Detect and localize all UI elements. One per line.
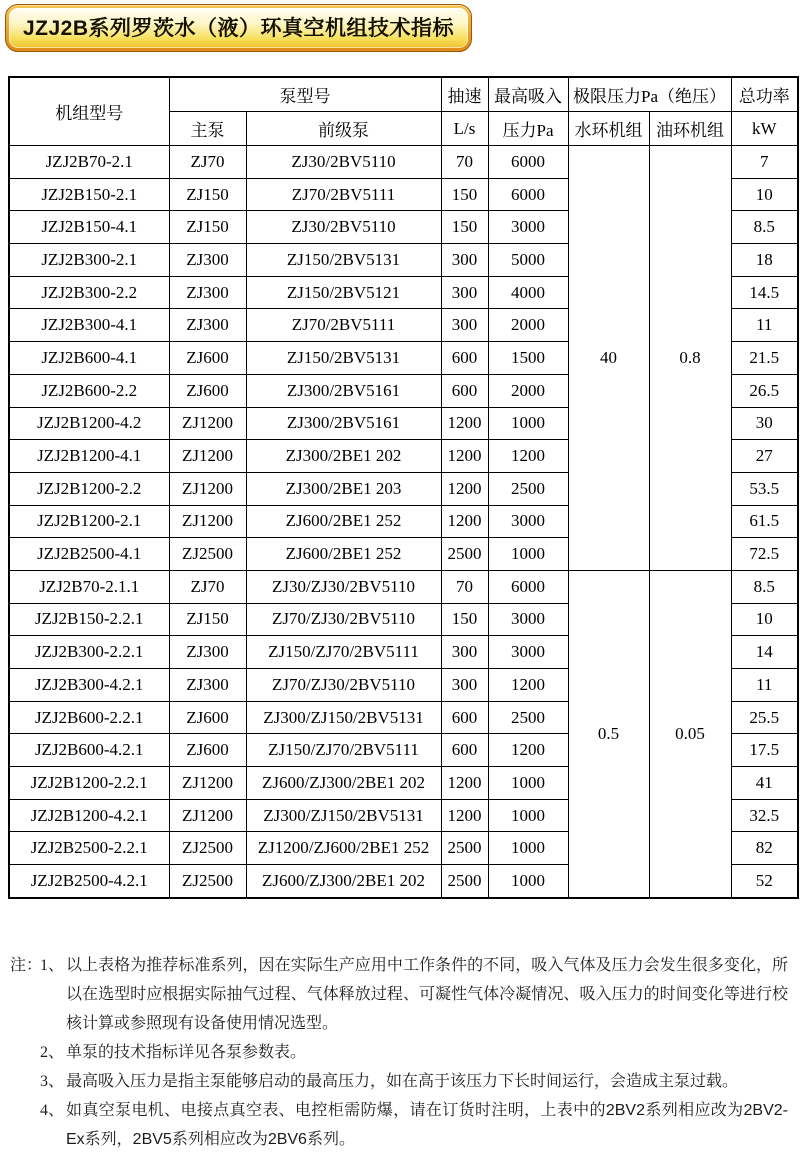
- backing-pump-cell: ZJ1200/ZJ600/2BE1 252: [246, 832, 441, 865]
- total-power-cell: 26.5: [731, 374, 798, 407]
- main-pump-cell: ZJ300: [169, 309, 246, 342]
- main-pump-cell: ZJ1200: [169, 472, 246, 505]
- total-power-cell: 72.5: [731, 538, 798, 571]
- max-suction-cell: 3000: [488, 636, 568, 669]
- main-pump-cell: ZJ1200: [169, 440, 246, 473]
- backing-pump-cell: ZJ300/2BE1 203: [246, 472, 441, 505]
- page-title: JZJ2B系列罗茨水（液）环真空机组技术指标: [23, 17, 455, 40]
- backing-pump-cell: ZJ300/2BE1 202: [246, 440, 441, 473]
- unit-model-cell: JZJ2B70-2.1: [9, 146, 169, 179]
- note-number: 1、: [40, 956, 65, 974]
- unit-model-cell: JZJ2B150-2.1: [9, 178, 169, 211]
- total-power-cell: 11: [731, 309, 798, 342]
- backing-pump-cell: ZJ70/ZJ30/2BV5110: [246, 603, 441, 636]
- max-suction-cell: 4000: [488, 276, 568, 309]
- total-power-cell: 41: [731, 767, 798, 800]
- unit-model-cell: JZJ2B1200-2.1: [9, 505, 169, 538]
- header-water-ring: 水环机组: [568, 112, 649, 146]
- main-pump-cell: ZJ300: [169, 669, 246, 702]
- pumping-speed-cell: 70: [441, 570, 488, 603]
- total-power-cell: 18: [731, 244, 798, 277]
- unit-model-cell: JZJ2B300-2.2.1: [9, 636, 169, 669]
- note-number: 4、: [40, 1101, 65, 1119]
- note-number: 3、: [40, 1072, 65, 1090]
- note-item: [40, 1096, 788, 1154]
- backing-pump-cell: ZJ600/ZJ300/2BE1 202: [246, 865, 441, 898]
- note-text: 最高吸入压力是指主泵能够启动的最高压力，如在高于该压力下长时间运行，会造成主泵过载。: [66, 1072, 739, 1090]
- main-pump-cell: ZJ600: [169, 734, 246, 767]
- pumping-speed-cell: 300: [441, 244, 488, 277]
- max-suction-cell: 5000: [488, 244, 568, 277]
- total-power-cell: 11: [731, 669, 798, 702]
- main-pump-cell: ZJ70: [169, 146, 246, 179]
- max-suction-cell: 3000: [488, 505, 568, 538]
- pumping-speed-cell: 2500: [441, 865, 488, 898]
- max-suction-cell: 6000: [488, 178, 568, 211]
- main-pump-cell: ZJ150: [169, 178, 246, 211]
- pumping-speed-cell: 1200: [441, 799, 488, 832]
- pumping-speed-cell: 1200: [441, 767, 488, 800]
- max-suction-cell: 1200: [488, 440, 568, 473]
- unit-model-cell: JZJ2B1200-4.2: [9, 407, 169, 440]
- header-oil-ring: 油环机组: [649, 112, 731, 146]
- max-suction-cell: 1000: [488, 865, 568, 898]
- pumping-speed-cell: 1200: [441, 472, 488, 505]
- unit-model-cell: JZJ2B1200-4.1: [9, 440, 169, 473]
- max-suction-cell: 1000: [488, 538, 568, 571]
- total-power-cell: 25.5: [731, 701, 798, 734]
- backing-pump-cell: ZJ150/2BV5131: [246, 342, 441, 375]
- pumping-speed-cell: 2500: [441, 538, 488, 571]
- note-text: 如真空泵电机、电接点真空表、电控柜需防爆，请在订货时注明，上表中的2BV2系列相应改为2BV2-Ex系列，2BV5系列相应改为2BV6系列。: [66, 1101, 788, 1148]
- main-pump-cell: ZJ600: [169, 374, 246, 407]
- note-text: 以上表格为推荐标准系列，因在实际生产应用中工作条件的不同，吸入气体及压力会发生很多变化，所以在选型时应根据实际抽气过程、气体释放过程、可凝性气体冷凝情况、吸入压力的时间变化等进行校核计算或参照现有设备使用情况选型。: [66, 956, 788, 1032]
- backing-pump-cell: ZJ70/2BV5111: [246, 309, 441, 342]
- total-power-cell: 52: [731, 865, 798, 898]
- main-pump-cell: ZJ1200: [169, 799, 246, 832]
- main-pump-cell: ZJ1200: [169, 407, 246, 440]
- water-ring-pressure-cell: 40: [568, 146, 649, 571]
- unit-model-cell: JZJ2B150-4.1: [9, 211, 169, 244]
- main-pump-cell: ZJ2500: [169, 832, 246, 865]
- header-pumping-speed: 抽速: [441, 77, 488, 112]
- main-pump-cell: ZJ300: [169, 636, 246, 669]
- header-ultimate-pressure: 极限压力Pa（绝压）: [568, 77, 731, 112]
- backing-pump-cell: ZJ300/2BV5161: [246, 407, 441, 440]
- backing-pump-cell: ZJ150/ZJ70/2BV5111: [246, 734, 441, 767]
- backing-pump-cell: ZJ150/2BV5121: [246, 276, 441, 309]
- unit-model-cell: JZJ2B2500-4.1: [9, 538, 169, 571]
- total-power-cell: 30: [731, 407, 798, 440]
- max-suction-cell: 6000: [488, 570, 568, 603]
- page-title-badge: [5, 4, 472, 52]
- oil-ring-pressure-cell: 0.05: [649, 570, 731, 897]
- total-power-cell: 8.5: [731, 570, 798, 603]
- pumping-speed-cell: 1200: [441, 505, 488, 538]
- total-power-cell: 32.5: [731, 799, 798, 832]
- backing-pump-cell: ZJ30/2BV5110: [246, 146, 441, 179]
- notes: [10, 951, 788, 1154]
- unit-model-cell: JZJ2B600-2.2.1: [9, 701, 169, 734]
- pumping-speed-cell: 600: [441, 701, 488, 734]
- backing-pump-cell: ZJ150/ZJ70/2BV5111: [246, 636, 441, 669]
- pumping-speed-cell: 600: [441, 374, 488, 407]
- water-ring-pressure-cell: 0.5: [568, 570, 649, 897]
- pumping-speed-cell: 70: [441, 146, 488, 179]
- total-power-cell: 8.5: [731, 211, 798, 244]
- total-power-cell: 10: [731, 603, 798, 636]
- unit-model-cell: JZJ2B150-2.2.1: [9, 603, 169, 636]
- note-number: 2、: [40, 1043, 65, 1061]
- max-suction-cell: 6000: [488, 146, 568, 179]
- backing-pump-cell: ZJ300/ZJ150/2BV5131: [246, 701, 441, 734]
- header-power-unit: kW: [731, 112, 798, 146]
- total-power-cell: 10: [731, 178, 798, 211]
- total-power-cell: 53.5: [731, 472, 798, 505]
- unit-model-cell: JZJ2B300-4.1: [9, 309, 169, 342]
- main-pump-cell: ZJ600: [169, 342, 246, 375]
- max-suction-cell: 2000: [488, 309, 568, 342]
- unit-model-cell: JZJ2B600-2.2: [9, 374, 169, 407]
- max-suction-cell: 1500: [488, 342, 568, 375]
- total-power-cell: 14: [731, 636, 798, 669]
- note-item: [40, 1038, 788, 1067]
- spec-table-body: [9, 146, 798, 898]
- pumping-speed-cell: 300: [441, 669, 488, 702]
- header-row-1: [9, 77, 798, 112]
- table-row: [9, 146, 798, 179]
- main-pump-cell: ZJ2500: [169, 538, 246, 571]
- backing-pump-cell: ZJ30/2BV5110: [246, 211, 441, 244]
- main-pump-cell: ZJ600: [169, 701, 246, 734]
- header-max-suction-line2: 压力Pa: [488, 112, 568, 146]
- main-pump-cell: ZJ70: [169, 570, 246, 603]
- total-power-cell: 7: [731, 146, 798, 179]
- unit-model-cell: JZJ2B1200-2.2: [9, 472, 169, 505]
- note-text: 单泵的技术指标详见各泵参数表。: [66, 1043, 307, 1061]
- unit-model-cell: JZJ2B70-2.1.1: [9, 570, 169, 603]
- max-suction-cell: 2000: [488, 374, 568, 407]
- backing-pump-cell: ZJ600/2BE1 252: [246, 538, 441, 571]
- unit-model-cell: JZJ2B600-4.1: [9, 342, 169, 375]
- header-speed-unit: L/s: [441, 112, 488, 146]
- main-pump-cell: ZJ1200: [169, 505, 246, 538]
- main-pump-cell: ZJ150: [169, 211, 246, 244]
- max-suction-cell: 1200: [488, 669, 568, 702]
- main-pump-cell: ZJ300: [169, 276, 246, 309]
- main-pump-cell: ZJ300: [169, 244, 246, 277]
- backing-pump-cell: ZJ600/2BE1 252: [246, 505, 441, 538]
- max-suction-cell: 1200: [488, 734, 568, 767]
- backing-pump-cell: ZJ70/ZJ30/2BV5110: [246, 669, 441, 702]
- pumping-speed-cell: 600: [441, 342, 488, 375]
- header-total-power: 总功率: [731, 77, 798, 112]
- total-power-cell: 17.5: [731, 734, 798, 767]
- backing-pump-cell: ZJ150/2BV5131: [246, 244, 441, 277]
- backing-pump-cell: ZJ300/2BV5161: [246, 374, 441, 407]
- max-suction-cell: 1000: [488, 767, 568, 800]
- main-pump-cell: ZJ2500: [169, 865, 246, 898]
- pumping-speed-cell: 300: [441, 309, 488, 342]
- backing-pump-cell: ZJ70/2BV5111: [246, 178, 441, 211]
- spec-table: [8, 76, 799, 899]
- pumping-speed-cell: 300: [441, 636, 488, 669]
- header-main-pump: 主泵: [169, 112, 246, 146]
- total-power-cell: 27: [731, 440, 798, 473]
- header-pump-model: 泵型号: [169, 77, 441, 112]
- main-pump-cell: ZJ1200: [169, 767, 246, 800]
- notes-prefix: 注：: [10, 956, 43, 974]
- total-power-cell: 61.5: [731, 505, 798, 538]
- note-item: [40, 1067, 788, 1096]
- total-power-cell: 82: [731, 832, 798, 865]
- max-suction-cell: 1000: [488, 832, 568, 865]
- header-unit-model: 机组型号: [9, 77, 169, 146]
- table-row: [9, 570, 798, 603]
- pumping-speed-cell: 150: [441, 211, 488, 244]
- header-max-suction-line1: 最高吸入: [488, 77, 568, 112]
- unit-model-cell: JZJ2B2500-2.2.1: [9, 832, 169, 865]
- main-pump-cell: ZJ150: [169, 603, 246, 636]
- page-title-badge-inner: [9, 8, 468, 48]
- unit-model-cell: JZJ2B300-2.2: [9, 276, 169, 309]
- max-suction-cell: 1000: [488, 799, 568, 832]
- unit-model-cell: JZJ2B1200-4.2.1: [9, 799, 169, 832]
- pumping-speed-cell: 1200: [441, 440, 488, 473]
- oil-ring-pressure-cell: 0.8: [649, 146, 731, 571]
- unit-model-cell: JZJ2B300-4.2.1: [9, 669, 169, 702]
- max-suction-cell: 3000: [488, 211, 568, 244]
- pumping-speed-cell: 300: [441, 276, 488, 309]
- pumping-speed-cell: 150: [441, 603, 488, 636]
- max-suction-cell: 3000: [488, 603, 568, 636]
- pumping-speed-cell: 2500: [441, 832, 488, 865]
- backing-pump-cell: ZJ30/ZJ30/2BV5110: [246, 570, 441, 603]
- backing-pump-cell: ZJ300/ZJ150/2BV5131: [246, 799, 441, 832]
- max-suction-cell: 1000: [488, 407, 568, 440]
- unit-model-cell: JZJ2B2500-4.2.1: [9, 865, 169, 898]
- pumping-speed-cell: 1200: [441, 407, 488, 440]
- total-power-cell: 14.5: [731, 276, 798, 309]
- max-suction-cell: 2500: [488, 701, 568, 734]
- note-item: [40, 951, 788, 1038]
- unit-model-cell: JZJ2B1200-2.2.1: [9, 767, 169, 800]
- max-suction-cell: 2500: [488, 472, 568, 505]
- pumping-speed-cell: 150: [441, 178, 488, 211]
- spec-table-header: [9, 77, 798, 146]
- pumping-speed-cell: 600: [441, 734, 488, 767]
- unit-model-cell: JZJ2B600-4.2.1: [9, 734, 169, 767]
- backing-pump-cell: ZJ600/ZJ300/2BE1 202: [246, 767, 441, 800]
- total-power-cell: 21.5: [731, 342, 798, 375]
- header-backing-pump: 前级泵: [246, 112, 441, 146]
- unit-model-cell: JZJ2B300-2.1: [9, 244, 169, 277]
